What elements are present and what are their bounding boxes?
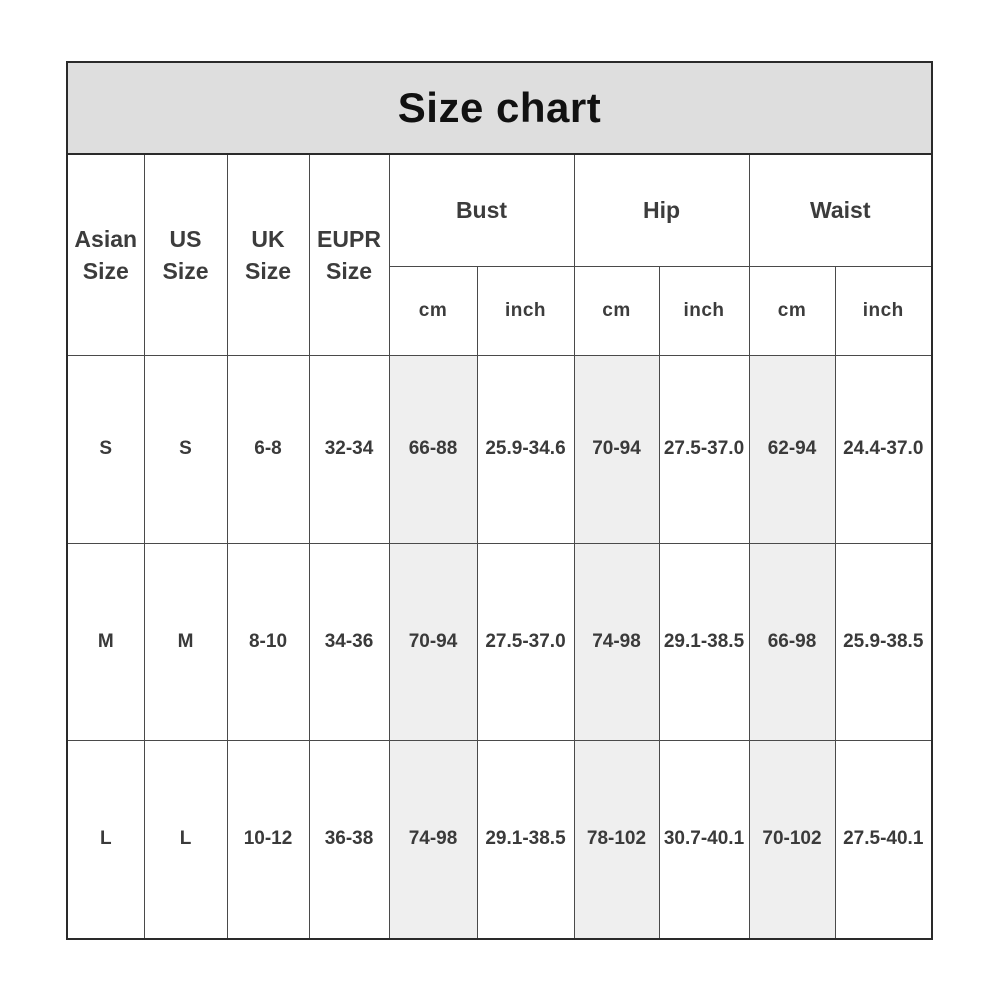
cell-uk-size: 10-12 <box>227 740 309 938</box>
cell-uk-size: 6-8 <box>227 355 309 543</box>
cell-hip-cm: 78-102 <box>574 740 659 938</box>
cell-bust-inch: 25.9-34.6 <box>477 355 574 543</box>
cell-waist-inch: 24.4-37.0 <box>835 355 931 543</box>
cell-waist-cm: 66-98 <box>749 543 835 740</box>
cell-eupr-size: 34-36 <box>309 543 389 740</box>
header-us-size: US Size <box>144 155 227 355</box>
cell-asian-size: S <box>68 355 144 543</box>
unit-hip-cm: cm <box>574 266 659 355</box>
header-bust: Bust <box>389 155 574 266</box>
cell-uk-size: 8-10 <box>227 543 309 740</box>
header-row-groups <box>68 155 931 266</box>
cell-hip-cm: 74-98 <box>574 543 659 740</box>
header-asian-size: Asian Size <box>68 155 144 355</box>
chart-title: Size chart <box>397 84 602 131</box>
cell-hip-inch: 29.1-38.5 <box>659 543 749 740</box>
unit-bust-cm: cm <box>389 266 477 355</box>
cell-bust-cm: 66-88 <box>389 355 477 543</box>
cell-waist-inch: 27.5-40.1 <box>835 740 931 938</box>
unit-waist-cm: cm <box>749 266 835 355</box>
cell-asian-size: L <box>68 740 144 938</box>
cell-bust-inch: 27.5-37.0 <box>477 543 574 740</box>
cell-waist-inch: 25.9-38.5 <box>835 543 931 740</box>
title-bar <box>68 63 931 155</box>
table-row <box>68 543 931 740</box>
cell-hip-inch: 27.5-37.0 <box>659 355 749 543</box>
size-table <box>68 155 931 938</box>
cell-bust-inch: 29.1-38.5 <box>477 740 574 938</box>
table-row <box>68 740 931 938</box>
cell-waist-cm: 62-94 <box>749 355 835 543</box>
header-waist: Waist <box>749 155 931 266</box>
size-chart <box>66 61 933 940</box>
table-row <box>68 355 931 543</box>
cell-us-size: S <box>144 355 227 543</box>
cell-bust-cm: 70-94 <box>389 543 477 740</box>
cell-us-size: M <box>144 543 227 740</box>
header-uk-size: UK Size <box>227 155 309 355</box>
cell-hip-inch: 30.7-40.1 <box>659 740 749 938</box>
unit-hip-inch: inch <box>659 266 749 355</box>
cell-us-size: L <box>144 740 227 938</box>
header-eupr-size: EUPR Size <box>309 155 389 355</box>
cell-bust-cm: 74-98 <box>389 740 477 938</box>
unit-waist-inch: inch <box>835 266 931 355</box>
cell-eupr-size: 36-38 <box>309 740 389 938</box>
cell-waist-cm: 70-102 <box>749 740 835 938</box>
cell-eupr-size: 32-34 <box>309 355 389 543</box>
cell-asian-size: M <box>68 543 144 740</box>
cell-hip-cm: 70-94 <box>574 355 659 543</box>
header-hip: Hip <box>574 155 749 266</box>
unit-bust-inch: inch <box>477 266 574 355</box>
